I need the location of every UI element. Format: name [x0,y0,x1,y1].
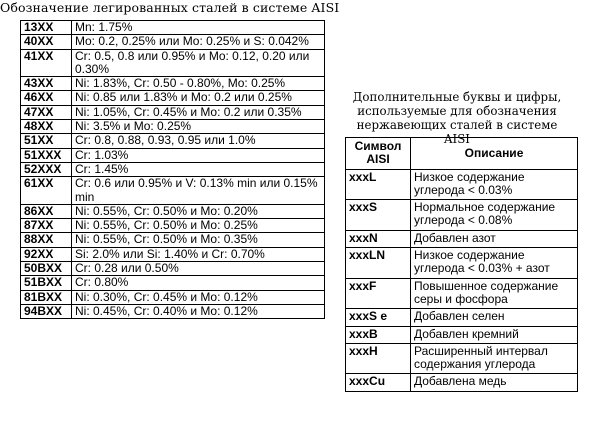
table-row [21,162,325,176]
table-row [21,148,325,162]
steel-grade-code: 41XX [21,49,72,77]
table-row [21,21,325,35]
table-row [21,105,325,119]
table-row [21,35,325,49]
aisi-symbol: xxxF [346,278,411,309]
stainless-suffix-table [345,137,578,392]
table-row [21,204,325,218]
table-row [21,219,325,233]
aisi-symbol: xxxN [346,230,411,247]
alloy-composition: Ni: 3.5% и Mo: 0.25% [72,120,325,134]
steel-grade-code: 51XXX [21,148,72,162]
alloy-composition: Si: 2.0% или Si: 1.40% и Cr: 0.70% [72,247,325,261]
steel-grade-code: 13XX [21,21,72,35]
aisi-symbol: xxxB [346,326,411,343]
table-row [21,262,325,276]
symbol-description: Добавлена медь [411,374,578,391]
table-row [21,304,325,318]
table-row [346,248,578,279]
steel-grade-code: 40XX [21,35,72,49]
steel-grade-code: 94BXX [21,304,72,318]
alloy-composition: Cr: 1.03% [72,148,325,162]
symbol-description: Низкое содержание углерода < 0.03% [411,169,578,200]
table-row [346,200,578,231]
steel-grade-code: 48XX [21,120,72,134]
aisi-symbol: xxxS [346,200,411,231]
alloy-composition: Ni: 1.83%, Cr: 0.50 - 0.80%, Mo: 0.25% [72,77,325,91]
table-row [346,343,578,374]
alloy-composition: Cr: 0.8, 0.88, 0.93, 0.95 или 1.0% [72,134,325,148]
table-header-row [346,138,578,170]
header-description: Описание [411,138,578,170]
alloy-composition: Mo: 0.2, 0.25% или Mo: 0.25% и S: 0.042% [72,35,325,49]
aisi-symbol: xxxLN [346,248,411,279]
table-row [21,233,325,247]
table-row [346,309,578,326]
table-row [346,230,578,247]
table-row [346,169,578,200]
table-row [21,91,325,105]
steel-grade-code: 81BXX [21,290,72,304]
table-row [346,278,578,309]
steel-grade-code: 46XX [21,91,72,105]
table-row [346,326,578,343]
suffix-table-title: Дополнительные буквы и цифры, используемые для обозначения нержавеющих сталей в системе AISI [352,90,562,146]
table-row [21,276,325,290]
steel-grade-code: 50BXX [21,262,72,276]
alloy-composition: Cr: 1.45% [72,162,325,176]
alloy-composition: Ni: 0.55%, Cr: 0.50% и Mo: 0.25% [72,219,325,233]
table-row [21,134,325,148]
aisi-symbol: xxxH [346,343,411,374]
symbol-description: Повышенное содержание серы и фосфора [411,278,578,309]
alloy-composition: Ni: 1.05%, Cr: 0.45% и Mo: 0.2 или 0.35% [72,105,325,119]
steel-grade-code: 87XX [21,219,72,233]
alloy-composition: Ni: 0.30%, Cr: 0.45% и Mo: 0.12% [72,290,325,304]
table-row [346,374,578,391]
alloy-composition: Cr: 0.6 или 0.95% и V: 0.13% min или 0.15% min [72,177,325,205]
symbol-description: Нормальное содержание углерода < 0.08% [411,200,578,231]
table-row [21,177,325,205]
alloy-composition: Ni: 0.55%, Cr: 0.50% и Mo: 0.35% [72,233,325,247]
steel-grade-code: 51XX [21,134,72,148]
steel-grade-code: 88XX [21,233,72,247]
table-row [21,290,325,304]
header-symbol: Символ AISI [346,138,411,170]
symbol-description: Добавлен кремний [411,326,578,343]
aisi-symbol: xxxS e [346,309,411,326]
symbol-description: Низкое содержание углерода < 0.03% + азот [411,248,578,279]
alloy-table-title: Обозначение легированных сталей в системе AISI [0,0,340,15]
symbol-description: Добавлен селен [411,309,578,326]
alloy-steel-table [20,20,325,319]
table-row [21,247,325,261]
steel-grade-code: 86XX [21,204,72,218]
table-row [21,77,325,91]
steel-grade-code: 51BXX [21,276,72,290]
symbol-description: Расширенный интервал содержания углерода [411,343,578,374]
alloy-composition: Mn: 1.75% [72,21,325,35]
steel-grade-code: 52XXX [21,162,72,176]
table-row [21,120,325,134]
aisi-symbol: xxxL [346,169,411,200]
alloy-composition: Cr: 0.5, 0.8 или 0.95% и Mo: 0.12, 0.20 или 0.30% [72,49,325,77]
table-row [21,49,325,77]
steel-grade-code: 92XX [21,247,72,261]
symbol-description: Добавлен азот [411,230,578,247]
alloy-composition: Ni: 0.85 или 1.83% и Mo: 0.2 или 0.25% [72,91,325,105]
alloy-composition: Ni: 0.55%, Cr: 0.50% и Mo: 0.20% [72,204,325,218]
alloy-composition: Ni: 0.45%, Cr: 0.40% и Mo: 0.12% [72,304,325,318]
aisi-symbol: xxxCu [346,374,411,391]
steel-grade-code: 47XX [21,105,72,119]
alloy-composition: Cr: 0.28 или 0.50% [72,262,325,276]
steel-grade-code: 43XX [21,77,72,91]
alloy-composition: Cr: 0.80% [72,276,325,290]
steel-grade-code: 61XX [21,177,72,205]
